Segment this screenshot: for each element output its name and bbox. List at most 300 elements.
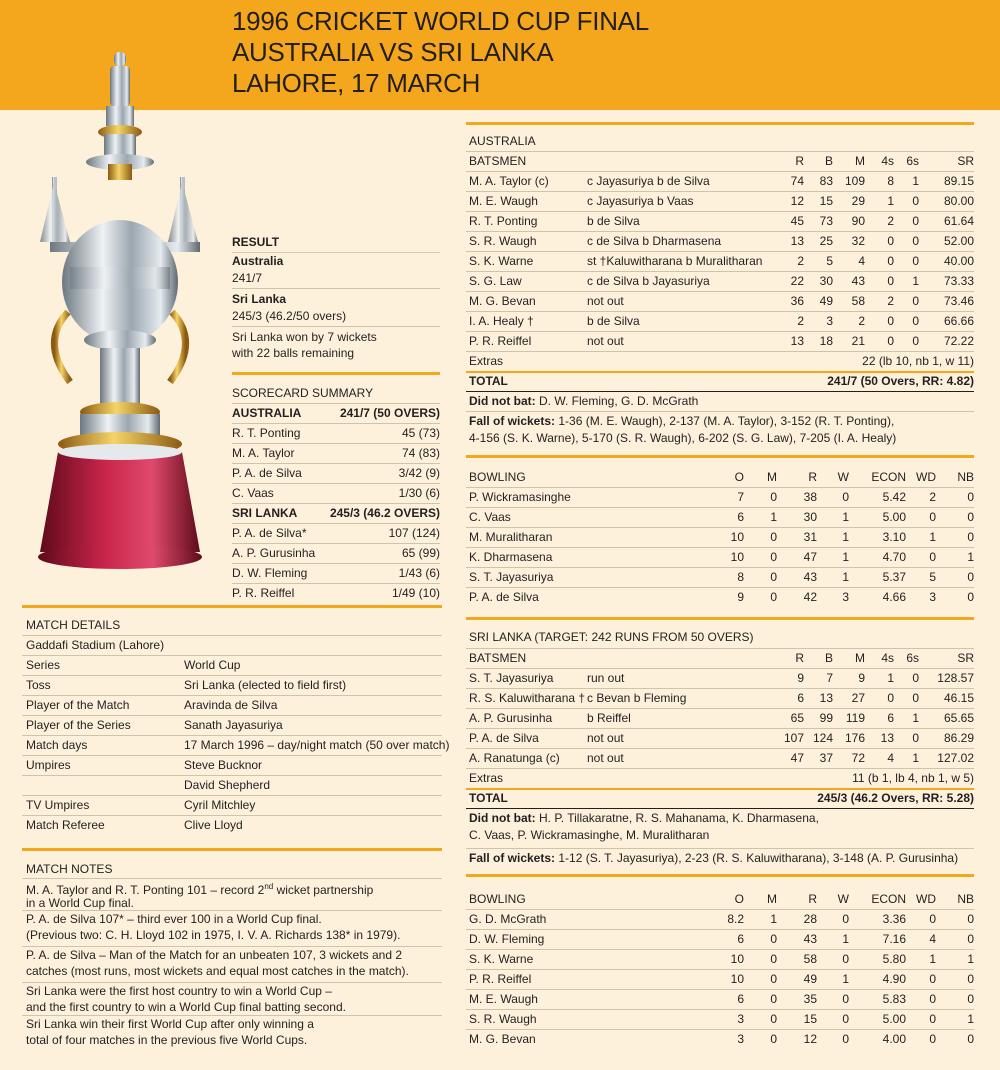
- cell: 32: [851, 234, 865, 248]
- summary-player: A. P. Gurusinha: [232, 546, 316, 560]
- cell: 73.33: [943, 274, 974, 288]
- note-text: P. A. de Silva – Man of the Match for an unbeaten 107, 3 wickets and 2: [26, 948, 403, 962]
- cell: 124: [812, 731, 833, 745]
- cell: 3: [842, 590, 849, 604]
- cell: 0: [842, 1012, 849, 1026]
- detail-row: [26, 715, 440, 735]
- cell: 43: [803, 932, 817, 946]
- cell: 30: [803, 510, 817, 524]
- cell: 52.00: [943, 234, 974, 248]
- result-team2-score: 245/3 (46.2/50 overs): [232, 309, 347, 323]
- title-line-1: 1996 CRICKET WORLD CUP FINAL: [232, 6, 649, 36]
- cell: 1: [929, 530, 936, 544]
- bowling-header: [469, 889, 974, 909]
- cell: not out: [587, 334, 624, 348]
- cell: 107: [783, 731, 804, 745]
- fow-label: Fall of wickets:: [469, 414, 556, 428]
- cell: P. A. de Silva: [469, 590, 539, 604]
- cell: 4.66: [882, 590, 906, 604]
- cell: 30: [819, 274, 833, 288]
- cell: 58: [851, 294, 865, 308]
- cell: BOWLING: [469, 892, 526, 906]
- detail-value: Sanath Jayasuriya: [184, 718, 283, 732]
- detail-label: Match Referee: [26, 818, 105, 832]
- detail-row: [26, 775, 440, 795]
- cell: 1: [842, 550, 849, 564]
- note-line-2: (Previous two: C. H. Lloyd 102 in 1975, I. V. A. Richards 138* in 1979).: [26, 928, 401, 942]
- summary-row: [232, 443, 440, 463]
- cell: R: [808, 470, 817, 484]
- column-header: 6s: [906, 154, 919, 168]
- cell: 1: [967, 952, 974, 966]
- summary-sl-total: 245/3 (46.2 OVERS): [329, 506, 440, 520]
- cell: 9: [797, 671, 804, 685]
- cell: W: [837, 892, 849, 906]
- detail-value: Clive Lloyd: [184, 818, 243, 832]
- cell: 8.2: [727, 912, 744, 926]
- cell: 0: [770, 530, 777, 544]
- batting-row: [469, 291, 974, 311]
- cell: 0: [967, 530, 974, 544]
- detail-row: [26, 695, 440, 715]
- cell: 0: [770, 992, 777, 1006]
- cell: 4.00: [882, 1032, 906, 1046]
- cell: S. T. Jayasuriya: [469, 570, 554, 584]
- cell: 2: [797, 314, 804, 328]
- match-details-heading: MATCH DETAILS: [26, 618, 121, 632]
- detail-row: [26, 795, 440, 815]
- cell: NB: [957, 892, 974, 906]
- cell: 0: [929, 1012, 936, 1026]
- cell: 1: [842, 510, 849, 524]
- cell: 0: [770, 1032, 777, 1046]
- result-team1: Australia: [232, 254, 284, 268]
- cell: 1: [770, 912, 777, 926]
- cell: W: [837, 470, 849, 484]
- cell: 22: [790, 274, 804, 288]
- cell: 6: [737, 932, 744, 946]
- cell: 86.29: [943, 731, 974, 745]
- summary-figures: 45 (73): [401, 426, 440, 440]
- summary-row: [232, 583, 440, 603]
- trophy-image: [30, 52, 220, 582]
- batting-row: [469, 668, 974, 688]
- cell: 0: [842, 490, 849, 504]
- cell: 0: [912, 671, 919, 685]
- cell: 25: [819, 234, 833, 248]
- detail-label: Match days: [26, 738, 88, 752]
- cell: 6: [737, 992, 744, 1006]
- cell: 1: [887, 194, 894, 208]
- cell: P. R. Reiffel: [469, 334, 532, 348]
- cell: 18: [819, 334, 833, 348]
- result-summary-2: with 22 balls remaining: [232, 346, 355, 360]
- cell: 35: [803, 992, 817, 1006]
- summary-figures: 65 (99): [401, 546, 440, 560]
- cell: 6: [737, 510, 744, 524]
- detail-value: 17 March 1996 – day/night match (50 over match): [184, 738, 450, 752]
- summary-player: D. W. Fleming: [232, 566, 308, 580]
- cell: 0: [770, 490, 777, 504]
- summary-player: P. R. Reiffel: [232, 586, 295, 600]
- cell: c Jayasuriya b de Silva: [587, 174, 710, 188]
- cell: 0: [967, 972, 974, 986]
- detail-label: TV Umpires: [26, 798, 90, 812]
- detail-value: Aravinda de Silva: [184, 698, 278, 712]
- match-notes-heading: MATCH NOTES: [26, 862, 113, 876]
- did-not-bat: [469, 391, 698, 411]
- cell: 72.22: [943, 334, 974, 348]
- sl-heading: SRI LANKA (TARGET: 242 RUNS FROM 50 OVERS): [469, 630, 754, 644]
- cell: 3.36: [882, 912, 906, 926]
- detail-label: Umpires: [26, 758, 71, 772]
- cell: 0: [912, 294, 919, 308]
- cell: 127.02: [937, 751, 974, 765]
- cell: 49: [819, 294, 833, 308]
- batting-row: [469, 211, 974, 231]
- cell: 109: [844, 174, 865, 188]
- cell: 1: [842, 932, 849, 946]
- summary-row: [232, 523, 440, 543]
- cell: 0: [912, 194, 919, 208]
- extras-row: [469, 351, 974, 371]
- cell: 119: [845, 711, 865, 725]
- cell: 83: [819, 174, 833, 188]
- cell: 5.42: [882, 490, 906, 504]
- bowling-row: [469, 929, 974, 949]
- total-value: 245/3 (46.2 Overs, RR: 5.28): [817, 791, 974, 805]
- did-not-bat-value: H. P. Tillakaratne, R. S. Mahanama, K. Dharmasena,: [535, 811, 819, 825]
- cell: b de Silva: [587, 314, 640, 328]
- cell: 10: [730, 550, 744, 564]
- detail-label: Player of the Series: [26, 718, 131, 732]
- batting-row: [469, 331, 974, 351]
- summary-row: [232, 563, 440, 583]
- cell: M. E. Waugh: [469, 194, 538, 208]
- summary-aus-team: AUSTRALIA: [232, 406, 302, 420]
- column-header: BATSMEN: [469, 651, 527, 665]
- cell: O: [734, 470, 744, 484]
- cell: 65.65: [943, 711, 974, 725]
- cell: 1: [929, 952, 936, 966]
- cell: 0: [770, 952, 777, 966]
- column-header: M: [855, 651, 865, 665]
- bowling-row: [469, 989, 974, 1009]
- cell: P. R. Reiffel: [469, 972, 532, 986]
- cell: M: [767, 892, 777, 906]
- result-heading: RESULT: [232, 235, 280, 249]
- cell: b Reiffel: [587, 711, 631, 725]
- cell: 0: [887, 314, 894, 328]
- total-label: TOTAL: [469, 791, 508, 805]
- cell: 7: [826, 671, 833, 685]
- cell: 73: [819, 214, 833, 228]
- batting-row: [469, 231, 974, 251]
- bowling-row: [469, 507, 974, 527]
- cell: not out: [587, 294, 624, 308]
- fow-value: 1-12 (S. T. Jayasuriya), 2-23 (R. S. Kaluwitharana), 3-148 (A. P. Gurusinha): [555, 851, 959, 865]
- column-header: R: [795, 154, 804, 168]
- cell: 0: [912, 214, 919, 228]
- cell: 65: [790, 711, 804, 725]
- detail-row: [26, 755, 440, 775]
- column-header: R: [795, 651, 804, 665]
- column-header: B: [824, 154, 833, 168]
- divider: [232, 503, 440, 504]
- summary-figures: 74 (83): [401, 446, 440, 460]
- cell: 12: [803, 1032, 817, 1046]
- cell: 47: [803, 550, 817, 564]
- note-text: Sri Lanka were the first host country to win a World Cup –: [26, 984, 332, 998]
- cell: D. W. Fleming: [469, 932, 545, 946]
- detail-row: [26, 735, 450, 755]
- cell: S. K. Warne: [469, 254, 534, 268]
- cell: 0: [929, 972, 936, 986]
- batting-row: [469, 728, 974, 748]
- total-label: TOTAL: [469, 374, 508, 388]
- extras-value: 11 (b 1, lb 4, nb 1, w 5): [852, 771, 974, 785]
- summary-player: C. Vaas: [232, 486, 274, 500]
- did-not-bat-label: Did not bat:: [469, 394, 536, 408]
- total-value: 241/7 (50 Overs, RR: 4.82): [827, 374, 974, 388]
- cell: 5.80: [882, 952, 906, 966]
- detail-value: World Cup: [184, 658, 241, 672]
- title-line-2: AUSTRALIA VS SRI LANKA: [232, 37, 554, 67]
- cell: 36: [790, 294, 804, 308]
- cell: 2: [797, 254, 804, 268]
- venue: Gaddafi Stadium (Lahore): [26, 638, 165, 652]
- fall-of-wickets: [469, 848, 958, 868]
- cell: R: [808, 892, 817, 906]
- summary-aus-row: [232, 403, 440, 423]
- bowling-row: [469, 1029, 974, 1049]
- cell: 13: [790, 334, 804, 348]
- summary-sl-team: SRI LANKA: [232, 506, 298, 520]
- cell: not out: [587, 731, 624, 745]
- cell: G. D. McGrath: [469, 912, 547, 926]
- cell: c de Silva b Jayasuriya: [587, 274, 710, 288]
- cell: 46.15: [943, 691, 974, 705]
- cell: 13: [880, 731, 894, 745]
- batting-row: [469, 708, 974, 728]
- cell: M: [767, 470, 777, 484]
- summary-row: [232, 543, 440, 563]
- cell: 72: [851, 751, 865, 765]
- cell: 1: [912, 174, 919, 188]
- note-superscript: nd: [264, 882, 274, 891]
- bowling-row: [469, 567, 974, 587]
- detail-row: [26, 655, 440, 675]
- cell: 37: [819, 751, 833, 765]
- cell: 0: [842, 992, 849, 1006]
- cell: C. Vaas: [469, 510, 511, 524]
- cell: 99: [819, 711, 833, 725]
- batting-row: [469, 271, 974, 291]
- bowling-row: [469, 909, 974, 929]
- cell: 0: [929, 1032, 936, 1046]
- cell: 0: [770, 570, 777, 584]
- cell: 6: [797, 691, 804, 705]
- detail-value: Sri Lanka (elected to field first): [184, 678, 347, 692]
- note-text: M. A. Taylor and R. T. Ponting 101 – record 2: [26, 883, 265, 897]
- batting-header: [469, 151, 974, 171]
- bowling-row: [469, 587, 974, 607]
- cell: 0: [770, 932, 777, 946]
- cell: M. G. Bevan: [469, 294, 536, 308]
- summary-sl-row: [232, 503, 440, 523]
- cell: 10: [730, 972, 744, 986]
- cell: 0: [929, 510, 936, 524]
- detail-row: [26, 675, 440, 695]
- cell: 15: [803, 1012, 817, 1026]
- summary-aus-total: 241/7 (50 OVERS): [339, 406, 440, 420]
- cell: 2: [887, 214, 894, 228]
- cell: 0: [887, 254, 894, 268]
- cell: 0: [912, 234, 919, 248]
- detail-value: Steve Bucknor: [184, 758, 263, 772]
- cell: 1: [842, 972, 849, 986]
- summary-row: [232, 423, 440, 443]
- cell: 5.00: [882, 510, 906, 524]
- cell: R. T. Ponting: [469, 214, 538, 228]
- cell: 0: [770, 590, 777, 604]
- cell: 3: [737, 1032, 744, 1046]
- extras-label: Extras: [469, 771, 504, 785]
- cell: 4: [929, 932, 936, 946]
- cell: 0: [929, 992, 936, 1006]
- cell: 0: [967, 490, 974, 504]
- cell: ECON: [871, 470, 906, 484]
- note-text: Sri Lanka win their first World Cup after only winning a: [26, 1017, 314, 1031]
- fow-value: 1-36 (M. E. Waugh), 2-137 (M. A. Taylor), 3-152 (R. T. Ponting),: [555, 414, 895, 428]
- note-line-1: [26, 1015, 314, 1032]
- cell: WD: [916, 470, 936, 484]
- summary-row: [232, 483, 440, 503]
- cell: 0: [929, 550, 936, 564]
- cell: 8: [737, 570, 744, 584]
- cell: 0: [967, 932, 974, 946]
- cell: 5.00: [882, 1012, 906, 1026]
- cell: 21: [851, 334, 865, 348]
- cell: 0: [887, 234, 894, 248]
- cell: 0: [887, 274, 894, 288]
- cell: c de Silva b Dharmasena: [587, 234, 722, 248]
- cell: M. A. Taylor (c): [469, 174, 549, 188]
- cell: 6: [887, 711, 894, 725]
- cell: 128.57: [937, 671, 974, 685]
- fow-label: Fall of wickets:: [469, 851, 556, 865]
- column-header: SR: [957, 651, 974, 665]
- aus-heading: AUSTRALIA: [469, 134, 536, 148]
- total-row: [469, 788, 974, 808]
- cell: 80.00: [943, 194, 974, 208]
- cell: ECON: [871, 892, 906, 906]
- summary-figures: 3/42 (9): [398, 466, 440, 480]
- cell: 7.16: [882, 932, 906, 946]
- cell: 3: [737, 1012, 744, 1026]
- cell: A. Ranatunga (c): [469, 751, 560, 765]
- batting-row: [469, 688, 974, 708]
- cell: c Bevan b Fleming: [587, 691, 687, 705]
- cell: 38: [803, 490, 817, 504]
- total-row: [469, 371, 974, 391]
- cell: S. R. Waugh: [469, 1012, 537, 1026]
- cell: 0: [887, 334, 894, 348]
- batting-row: [469, 191, 974, 211]
- cell: 3: [826, 314, 833, 328]
- did-not-bat-label: Did not bat:: [469, 811, 536, 825]
- cell: 90: [851, 214, 865, 228]
- cell: 5: [826, 254, 833, 268]
- cell: 0: [770, 972, 777, 986]
- column-header: 6s: [906, 651, 919, 665]
- cell: A. P. Gurusinha: [469, 711, 553, 725]
- column-header: B: [824, 651, 833, 665]
- cell: 9: [858, 671, 865, 685]
- cell: 3.10: [882, 530, 906, 544]
- cell: S. R. Waugh: [469, 234, 537, 248]
- cell: 43: [851, 274, 865, 288]
- cell: 10: [730, 530, 744, 544]
- summary-player: P. A. de Silva: [232, 466, 302, 480]
- cell: run out: [587, 671, 625, 685]
- detail-label: Player of the Match: [26, 698, 130, 712]
- cell: 0: [967, 992, 974, 1006]
- detail-row: [26, 815, 440, 835]
- extras-value: 22 (lb 10, nb 1, w 11): [862, 354, 974, 368]
- cell: 0: [842, 952, 849, 966]
- cell: 40.00: [943, 254, 974, 268]
- cell: 0: [912, 731, 919, 745]
- cell: 1: [842, 530, 849, 544]
- cell: S. T. Jayasuriya: [469, 671, 554, 685]
- batting-row: [469, 311, 974, 331]
- cell: 0: [912, 691, 919, 705]
- extras-row: [469, 768, 974, 788]
- column-header: M: [855, 154, 865, 168]
- note-line-2: in a World Cup final.: [26, 896, 134, 910]
- cell: 9: [737, 590, 744, 604]
- cell: 0: [967, 590, 974, 604]
- cell: 0: [912, 334, 919, 348]
- title-line-3: LAHORE, 17 MARCH: [232, 68, 481, 98]
- detail-label: Toss: [26, 678, 51, 692]
- cell: 2: [887, 294, 894, 308]
- summary-figures: 1/30 (6): [398, 486, 440, 500]
- cell: st †Kaluwitharana b Muralitharan: [587, 254, 763, 268]
- cell: 0: [912, 254, 919, 268]
- cell: K. Dharmasena: [469, 550, 553, 564]
- cell: 3: [929, 590, 936, 604]
- summary-player: R. T. Ponting: [232, 426, 301, 440]
- detail-label: Series: [26, 658, 61, 672]
- cell: 58: [803, 952, 817, 966]
- summary-figures: 1/43 (6): [398, 566, 440, 580]
- cell: S. K. Warne: [469, 952, 534, 966]
- note-line-1: [26, 982, 332, 999]
- cell: 73.46: [943, 294, 974, 308]
- cell: 0: [770, 550, 777, 564]
- cell: P. A. de Silva: [469, 731, 539, 745]
- cell: 5.83: [882, 992, 906, 1006]
- summary-player: M. A. Taylor: [232, 446, 295, 460]
- cell: M. Muralitharan: [469, 530, 553, 544]
- cell: 4.90: [882, 972, 906, 986]
- cell: 0: [967, 570, 974, 584]
- cell: 8: [887, 174, 894, 188]
- detail-value: Cyril Mitchley: [184, 798, 256, 812]
- cell: 15: [819, 194, 833, 208]
